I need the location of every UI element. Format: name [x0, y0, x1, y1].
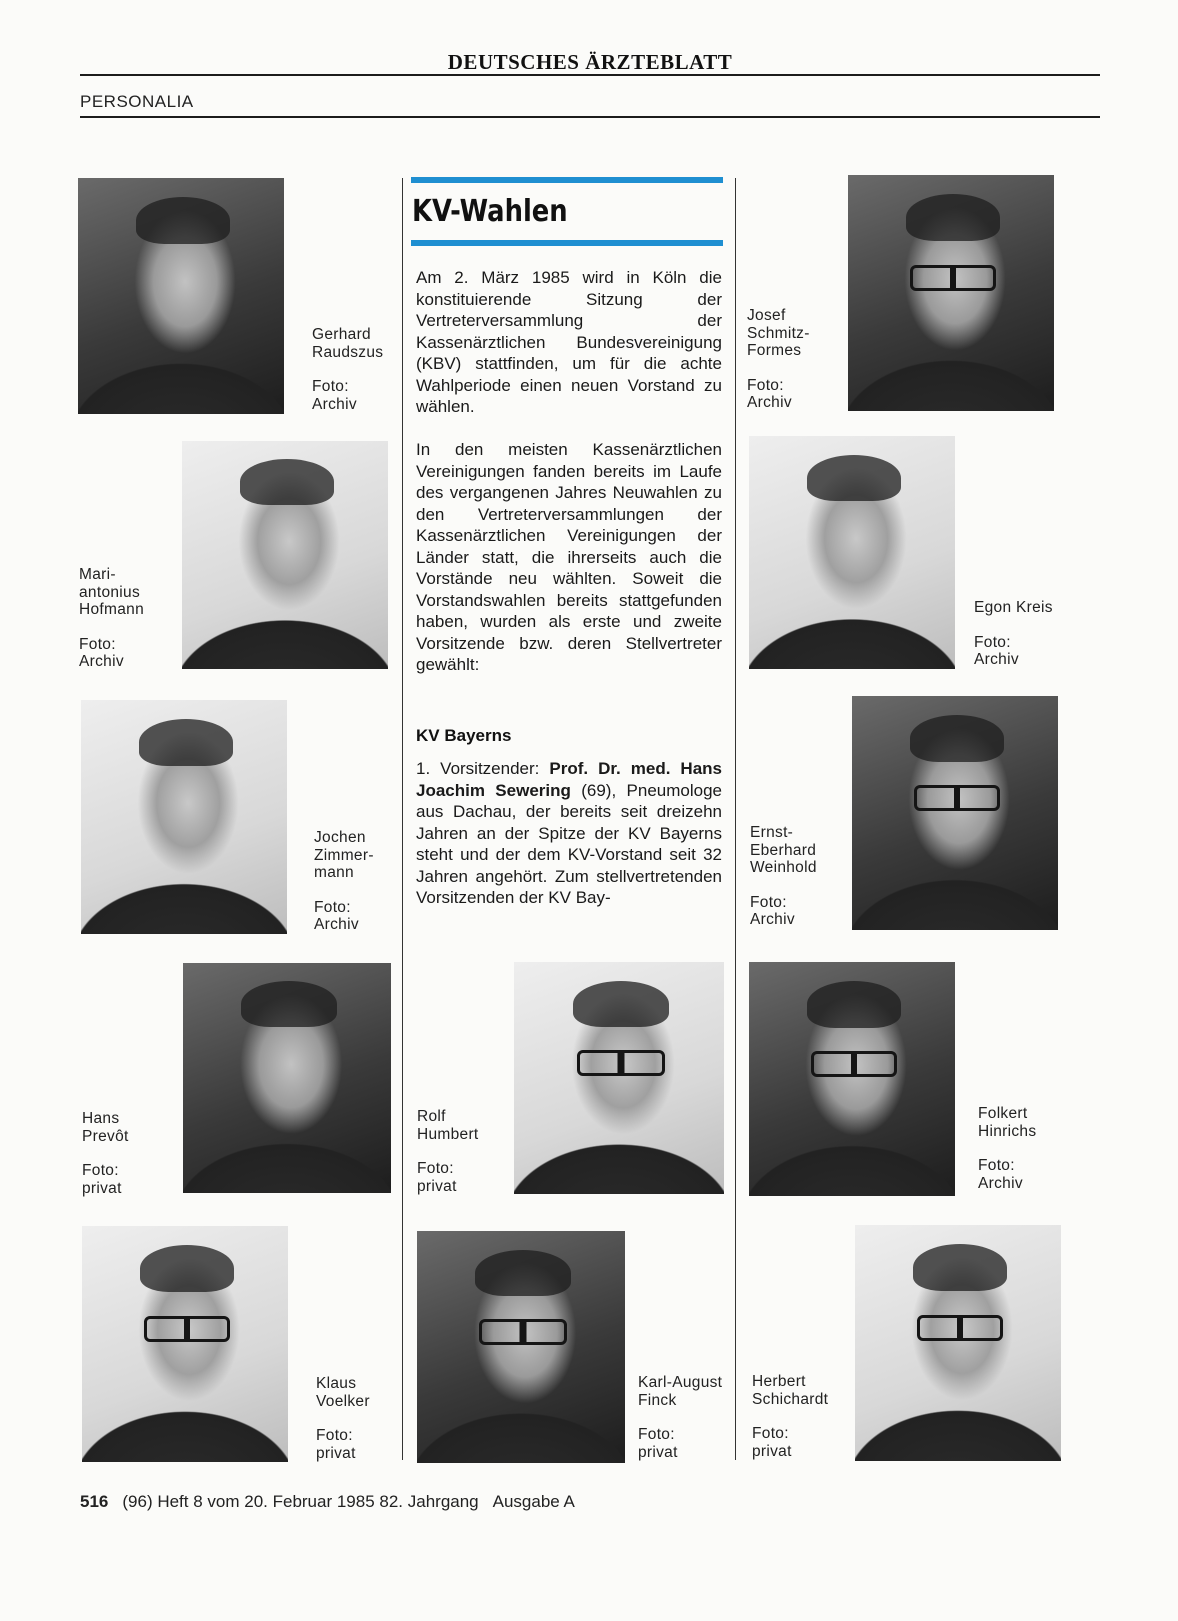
caption-voelker: Klaus Voelker Foto: privat — [316, 1375, 370, 1462]
portrait-photo-prevot — [183, 963, 391, 1193]
column-divider-right — [735, 178, 736, 1460]
section-title: PERSONALIA — [80, 92, 194, 111]
masthead: DEUTSCHES ÄRZTEBLATT — [447, 50, 733, 74]
headline-bar-bottom — [411, 240, 723, 246]
caption-schmitz-formes: Josef Schmitz- Formes Foto: Archiv — [747, 307, 810, 411]
page-footer — [80, 1492, 575, 1512]
portrait-photo-schichardt — [855, 1225, 1061, 1461]
article-paragraph-1: Am 2. März 1985 wird in Köln die konstituierende Sitzung der Vertreterversammlung der Kassenärztlichen Bundesvereinigung (KBV) stattfinden, um für die achte Wahlperiode einen neuen Vorstand zu wählen. — [416, 268, 722, 416]
caption-hinrichs: Folkert Hinrichs Foto: Archiv — [978, 1105, 1037, 1192]
caption-raudszus: Gerhard Raudszus Foto: Archiv — [312, 326, 384, 413]
page-number: 516 — [80, 1492, 109, 1511]
article-paragraph-3: 1. Vorsitzender: Prof. Dr. med. Hans Joachim Sewering (69), Pneumologe aus Dachau, der bereits seit dreizehn Jahren an der Spitze der KV Bayerns steht und der dem KV-Vorstand seit 32 Jahren angehört. Zum stellvertretenden Vorsitzenden der KV Bay- — [416, 759, 722, 907]
caption-weinhold: Ernst- Eberhard Weinhold Foto: Archiv — [750, 824, 817, 928]
portrait-photo-weinhold — [852, 696, 1058, 930]
issue-info: (96) Heft 8 vom 20. Februar 1985 82. Jahrgang — [122, 1492, 479, 1511]
portrait-photo-kreis — [749, 436, 955, 669]
caption-finck: Karl-August Finck Foto: privat — [638, 1374, 723, 1461]
portrait-photo-finck — [417, 1231, 625, 1463]
caption-hofmann: Mari- antonius Hofmann Foto: Archiv — [79, 566, 144, 670]
header-rule-top — [80, 74, 1100, 76]
caption-schichardt: Herbert Schichardt Foto: privat — [752, 1373, 829, 1460]
header-rule-bottom — [80, 116, 1100, 118]
headline-bar-top — [411, 177, 723, 183]
caption-humbert: Rolf Humbert Foto: privat — [417, 1108, 479, 1195]
portrait-photo-raudszus — [78, 178, 284, 414]
column-divider-left — [402, 178, 403, 1460]
portrait-photo-humbert — [514, 962, 724, 1194]
article-paragraph-2: In den meisten Kassenärztlichen Vereinigungen fanden bereits im Laufe des vergangenen Jahres Neuwahlen zu den Vertreterversammlungen der Kassenärztlichen Vereinigungen der Länder statt, die ihrerseits auch die Vorstände neu wählten. Soweit die Vorstandswahlen bereits stattgefunden haben, wurden als erste und zweite Vorsitzende bzw. deren Stellvertreter gewählt: — [416, 440, 722, 674]
article-subheading: KV Bayerns — [416, 726, 512, 745]
portrait-photo-schmitz-formes — [848, 175, 1054, 411]
caption-zimmermann: Jochen Zimmer- mann Foto: Archiv — [314, 829, 374, 933]
caption-kreis: Egon Kreis Foto: Archiv — [974, 599, 1053, 668]
portrait-photo-voelker — [82, 1226, 288, 1462]
caption-prevot: Hans Prevôt Foto: privat — [82, 1110, 129, 1197]
article-headline: KV-Wahlen — [412, 194, 568, 229]
edition-label: Ausgabe A — [492, 1492, 575, 1511]
portrait-photo-zimmermann — [81, 700, 287, 934]
portrait-photo-hofmann — [182, 441, 388, 669]
portrait-photo-hinrichs — [749, 962, 955, 1196]
